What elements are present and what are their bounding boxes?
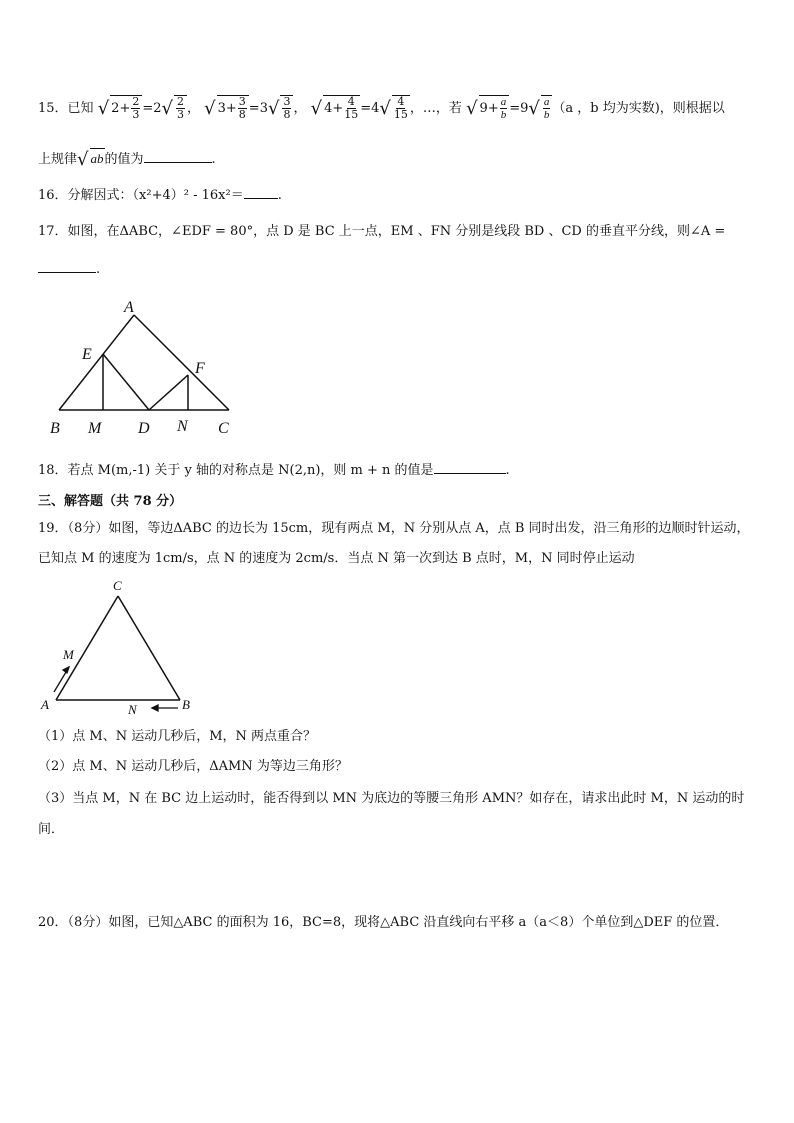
q15-suffix: （a ，b 均为实数)，则根据以 (552, 101, 725, 116)
fig19-label-a: A (41, 697, 49, 712)
q17-line1: 17．如图，在ΔABC，∠EDF = 80°，点 D 是 BC 上一点，EM 、FN 分别是线段 BD 、CD 的垂直平分线，则∠A = (38, 224, 726, 239)
q17-figure (44, 295, 244, 440)
q19-sub1: （1）点 M、N 运动几秒后，M，N 两点重合？ (38, 729, 317, 744)
fig17-label-n: N (177, 418, 188, 435)
q15-answer-blank[interactable] (144, 162, 212, 163)
fig17-label-m: M (88, 420, 102, 437)
q17-line2: . (38, 260, 100, 280)
q19-sub3-line2: 间． (38, 822, 65, 837)
fig17-label-d: D (138, 420, 150, 437)
q19-sub3-line1: （3）当点 M，N 在 BC 边上运动时，能否得到以 MN 为底边的等腰三角形 AMN？如存在，请求出此时 M，N 运动的时 (38, 791, 745, 806)
q16-answer-blank[interactable] (244, 198, 278, 199)
q19-line2: 已知点 M 的速度为 1cm/s，点 N 的速度为 2cm/s．当点 N 第一次到达 B 点时，M，N 同时停止运动 (38, 551, 635, 566)
q15-expr2: 3+ $\frac{3}{8}$ (217, 95, 249, 121)
fig19-label-m: M (63, 647, 74, 662)
fig17-label-c: C (218, 420, 229, 437)
fig17-label-a: A (124, 299, 134, 316)
q15-line2: 上规律√ ab的值为 . (38, 149, 216, 170)
q19-line1: 19．（8分）如图，等边ΔABC 的边长为 15cm，现有两点 M，N 分别从点 A，点 B 同时出发，沿三角形的边顺时针运动， (38, 521, 750, 536)
q16-line: 16．分解因式：（x²+4）² - 16x²＝ . (38, 188, 282, 203)
q15-expr3: 4+ $\frac{4}{15}$ (324, 95, 359, 121)
fig19-label-b: B (182, 697, 190, 712)
q19-figure (36, 578, 206, 720)
fig17-label-b: B (50, 420, 60, 437)
q19-sub2: （2）点 M、N 运动几秒后，ΔAMN 为等边三角形？ (38, 759, 348, 774)
fig19-label-c: C (113, 578, 122, 593)
q15-expr1: 2+ $\frac{2}{3}$ (110, 95, 142, 121)
q15-prefix: 15．已知 (38, 101, 94, 116)
q17-answer-blank[interactable] (38, 272, 96, 273)
section-title: 三、解答题（共 78 分） (38, 494, 183, 509)
q18-line: 18．若点 M(m,-1) 关于 y 轴的对称点是 N(2,n)，则 m + n 的值是 . (38, 463, 510, 478)
fig17-label-f: F (195, 360, 205, 377)
q20-line: 20．（8分）如图，已知△ABC 的面积为 16，BC=8，现将△ABC 沿直线向右平移 a（a＜8）个单位到△DEF 的位置． (38, 915, 729, 930)
fig17-label-e: E (82, 346, 92, 363)
q15-expr4: 9+ $\frac{a}{b}$ (479, 95, 510, 121)
fig19-label-n: N (128, 702, 137, 717)
q15-line1: 15．已知 √ 2+ $\frac{2}{3}$ =2√ $\frac{2}{3}$ ， √ 3+ $\frac{3}{8}$ =3√ $\frac{3}{8}$ ， √ 4+ $\frac{4}{15}$ =4√ $\frac{4}{15}$ ，…，若 √ 9+ $\frac{a}{b}$ =9√ $\frac{a}{b}$ （a ，b 均为实数)，则根据以 (38, 95, 725, 121)
q18-answer-blank[interactable] (434, 473, 506, 474)
